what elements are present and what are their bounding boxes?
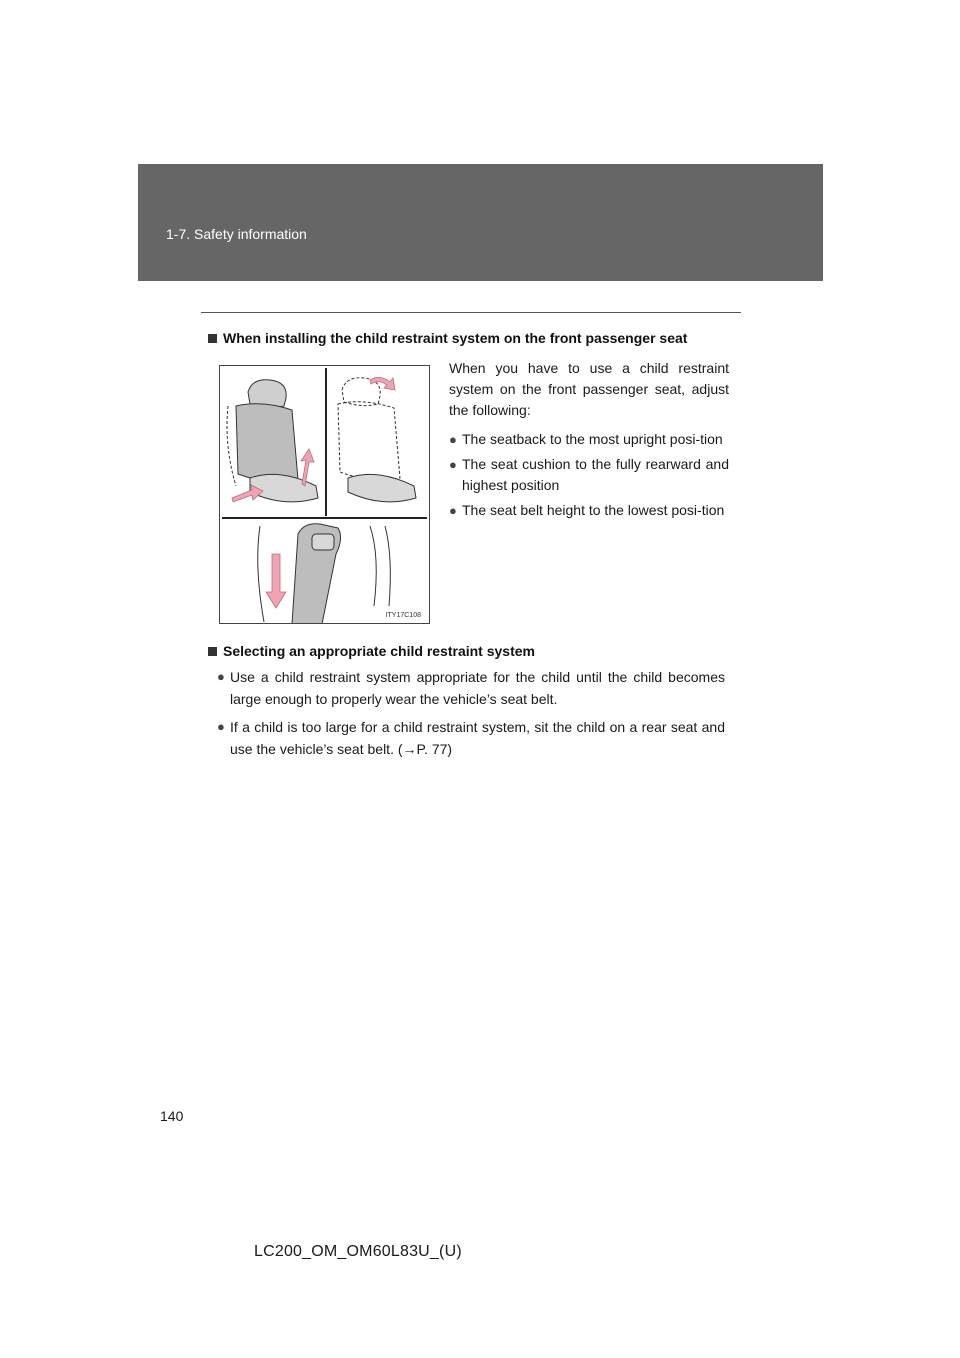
section1-heading-text: When installing the child restraint system on the front passenger seat — [223, 330, 688, 346]
page-number: 140 — [160, 1108, 184, 1124]
figure-code: ITY17C108 — [385, 612, 421, 619]
section-title: 1-7. Safety information — [166, 226, 307, 242]
seat-illustration-svg — [220, 366, 429, 623]
section2-list — [217, 666, 725, 766]
section2-heading-text: Selecting an appropriate child restraint system — [223, 643, 535, 659]
header-bar — [138, 164, 823, 281]
section1-text — [449, 358, 729, 525]
list-item: ● The seatback to the most upright posi-tion — [449, 429, 729, 450]
list-item: ● Use a child restraint system appropriate for the child until the child becomes large enough to properly wear the vehicle’s seat belt. — [217, 666, 725, 710]
bullet-dot-icon: ● — [217, 669, 225, 684]
footer-code: LC200_OM_OM60L83U_(U) — [254, 1243, 462, 1260]
bullet-dot-icon: ● — [449, 432, 457, 447]
square-bullet-icon — [208, 334, 217, 343]
bullet-dot-icon: ● — [449, 457, 457, 472]
list-item: ● If a child is too large for a child restraint system, sit the child on a rear seat and use the vehicle’s seat belt. (→P. 77) — [217, 716, 725, 760]
bullet-dot-icon: ● — [217, 719, 225, 734]
list-item: ● The seat belt height to the lowest posi-tion — [449, 500, 729, 521]
square-bullet-icon — [208, 647, 217, 656]
seat-right — [338, 378, 416, 502]
divider — [201, 312, 741, 313]
section1-intro: When you have to use a child restraint system on the front passenger seat, adjust the following: — [449, 360, 729, 418]
bullet-dot-icon: ● — [449, 503, 457, 518]
seat-adjustment-illustration — [219, 365, 430, 624]
section2-heading — [208, 643, 535, 659]
list-item: ● The seat cushion to the fully rearward and highest position — [449, 454, 729, 496]
section1-heading — [208, 330, 687, 346]
